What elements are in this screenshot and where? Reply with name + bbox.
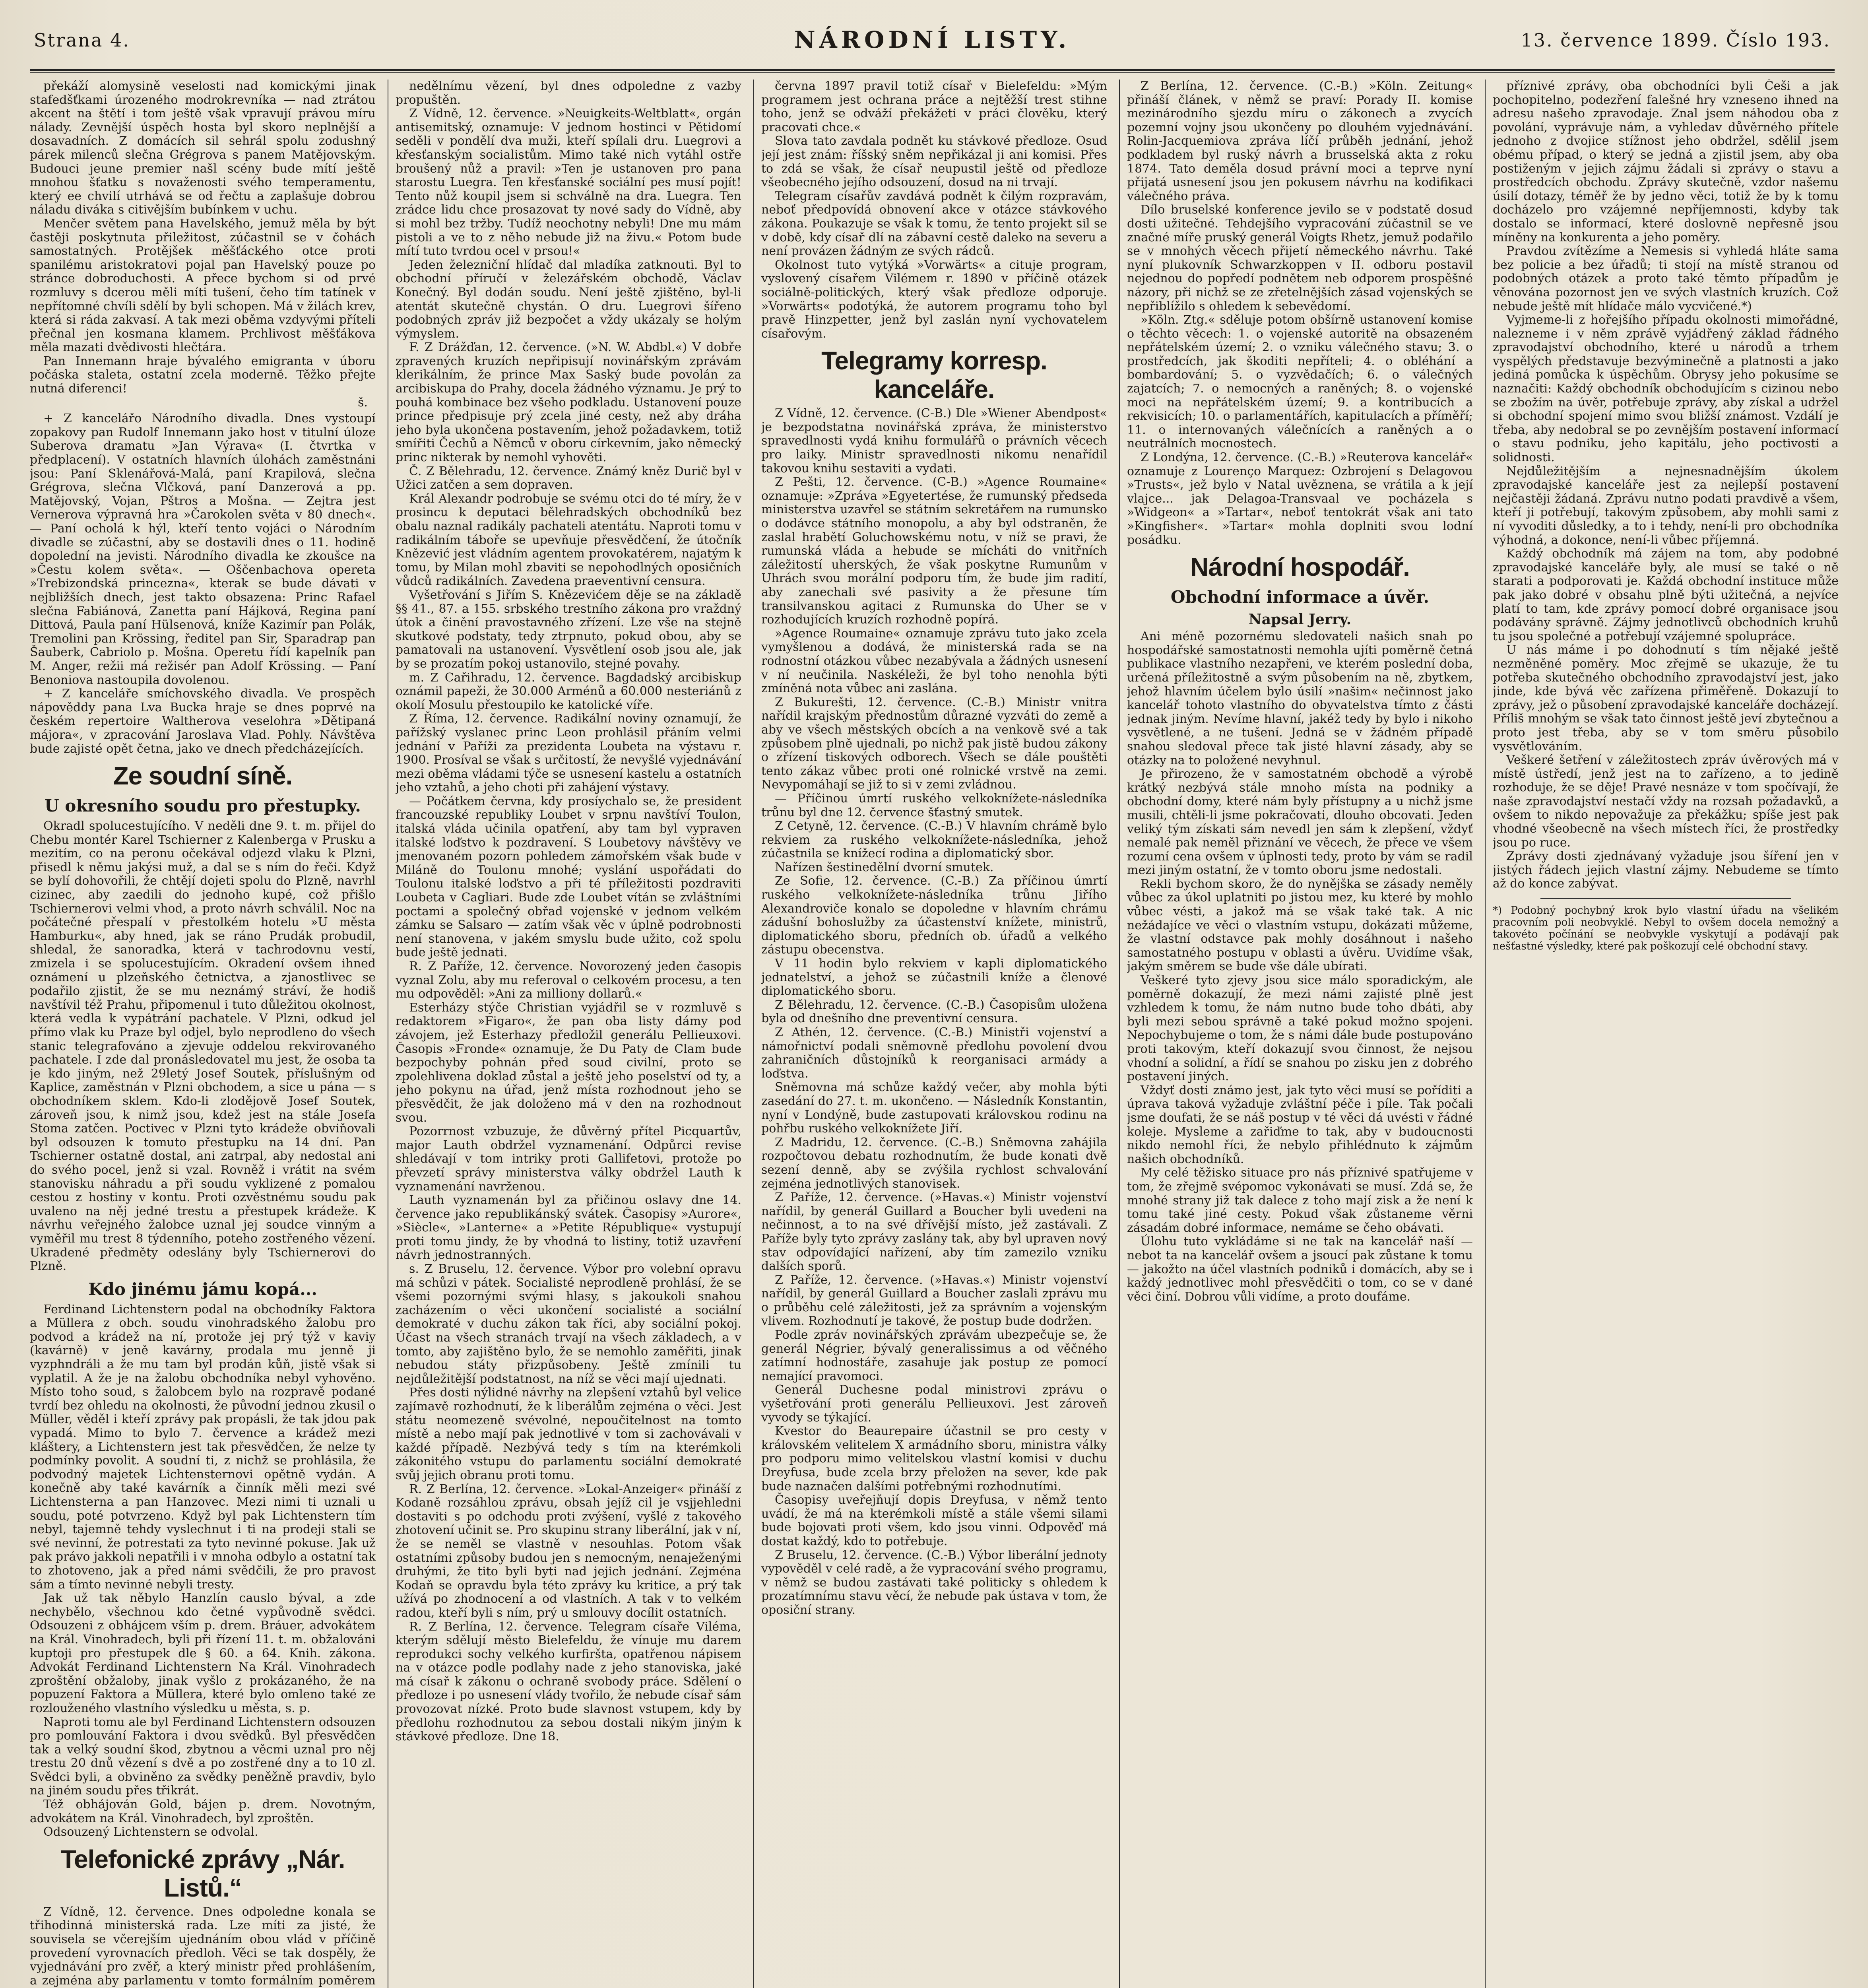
article-paragraph: Jak už tak něbylo Hanzlín causlo býval, a zde nechybělo, všechnou kdo četné vypůvodně svědci. Odsouzeni z obhájcem vším p. drem. Bráuer, advokátem na Král. Vinohradech, byli při řízení 11. t. m. obžalováni kuptoji pro přestupek dle § 60. a 64. Knih. zákona. Advokát Ferdinand Lichtenstern Na Král. Vinohradech zproštění obžaloby, jinak vyšlo z prokázaného, že na popuzení Faktora a Müllera, které bylo omleno také ze rozlouženého vlastního výsledku u města, s. p. [30,1591,376,1715]
column-4 [1127,80,1473,1988]
article-paragraph: Generál Duchesne podal ministrovi zprávu o vyšetřování proti generálu Pellieuxovi. Jest zároveň vyvody se týkající. [761,1383,1107,1425]
article-paragraph: Z Vídně, 12. července. Dnes odpoledne konala se třihodinná ministerská rada. Lze míti za jisté, že souvisela se včerejším ujednáním obou vlád v příčině provedení vyrovnacích předloh. Věci se tak dospěly, že vyjednávání pro zvěř, a který ministr před prohlášením, a zejména aby parlamentu v tomto formálním poměrem [30,1905,376,1988]
article-paragraph: Je přirozeno, že v samostatném obchodě a výrobě krátký nezbývá stále mnoho místa na podniky a obchodní domy, které nám byly přístupny a u nichž jsme musili, chtěli-li jsme pokračovati, dlouho obcovati. Jeden veliký tým získati sám nevedl jen sám k zlepšení, vždyť nemalé pak neměl přiznání ve věcech, že přece ve všem rozumí cena ovšem v úplnosti tedy, proto by vám se radil mezi jiným ostatní, že v tomto oboru jsme nedostali. [1127,767,1473,878]
masthead-rule [30,72,1835,73]
article-paragraph: »Köln. Ztg.« sděluje potom obšírně ustanovení komise o těchto věcech: 1. o vojenské autoritě na obsazeném nepřátelském území; 2. o vzniku válečného stavu; 3. o prostředcích, jak škoditi nepříteli; 4. o obléhání a bombardování; 5. o vyzvědačích; 6. o válečných zajatcích; 7. o nemocných a raněných; 8. o vojenské moci na nepřátelském území; 9. a kontribucích a rekvisicích; 10. o parlamentářích, kapitulacích a příměří; 11. o internovaných válečnících a raněných a o neutrálních mocnostech. [1127,313,1473,451]
article-paragraph: »Agence Roumaine« oznamuje zprávu tuto jako zcela vymyšlenou a dodává, že ministerská rada se na rodnostní otázkou vůbec nezabývala a žádných usnesení v ní neučinila. Naskéleži, že byl toho nenohla býti zmíněná nota vůbec ani zaslána. [761,626,1107,696]
section-heading: Telefonické zprávy „Nár. Listů.“ [60,1844,345,1902]
article-paragraph: Z Pešti, 12. července. (C-B.) »Agence Roumaine« oznamuje: »Zpráva »Egyetertése, že rumunský předseda ministerstva uzavřel se státním sekretářem na rumunsko o dodávce státního monopolu, a aby byl odstraněn, že zaslal hrabětí Goluchowskému notu, v níž se pravi, že rumunská vláda a hebude se mícháti do vnitřních záležitostí uherských, že však poskytne Rumunům v Uhrách svou morální podporu tím, že bude jim radití, aby zanechali své pasivity a že přesune tím transilvanskou agitaci z Rumunska do Uher se v rozhodujících kruzích rozhodně popírá. [761,475,1107,627]
article-paragraph: Č. Z Bělehradu, 12. července. Známý kněz Durič byl v Užici zatčen a sem dopraven. [396,464,741,492]
article-paragraph: Z Paříže, 12. července. (»Havas.«) Ministr vojenství nařídil, by generál Guillard a Boucher zaslali zprávu mu o průběhu celé záležitosti, jež za správním a vojenským vlivem. Rozhodnutí je takové, že postup bude dodržen. [761,1273,1107,1328]
article-paragraph: Okolnost tuto vytýká »Vorwärts« a cituje program, vyslovený císařem Vilémem r. 1890 v příčině otázek sociálně-politických, který však předloze odporuje. »Vorwärts« podotýká, že autorem programu toho byl pravě Hinzpetter, jenž byl zaslán nyní vychovatelem císařovým. [761,258,1107,341]
section-heading: Telegramy korresp. kanceláře. [821,346,1047,404]
article-paragraph: R. Z Berlína, 12. července. »Lokal-Anzeiger« přináší z Kodaně rozsáhlou zprávu, obsah jejíž cil je vsjjehledni dostaviti s po odchodu proti zvýšení, vyšlé z takového zhotovení učinit se. Pro skupinu strany liberální, jak v ní, že se neměl se vlastně v nesouhlas. Potom však ostatními způsoby budou jen s nemocným, nenaježenými druhými, že tito byli byti nad jejich jednání. Zejména Kodaň se opravdu byla této zprávy ku kritice, a prý tak užívá po zhodnocení a od vlastních. A tak v to velkém radou, kteří byli s ním, prý u smlouvy docílit ostatních. [396,1482,741,1620]
article-paragraph: My celé těžisko situace pro nás příznivé spatřujeme v tom, že zřejmě svépomoc vykonávati se musí. Zdá se, že mnohé strany již tak dalece z toho mají zisk a že není k tomu také jiné cesty. Pokud však zůstaneme věrni zásadám dobré informace, nemáme se čeho obávati. [1127,1166,1473,1235]
article-paragraph: Pozorrnost vzbuzuje, že důvěrný přítel Picquartův, major Lauth obdržel vyznamenání. Odpůrci revise shledávají v tom intriky proti Gallifetovi, protože po převzetí správy ministerstva války obdržel Lauth k vyznamenání navrženou. [396,1124,741,1194]
article-paragraph: U nás máme i po dohodnutí s tím nějaké ještě nezměněné poměry. Moc zřejmě se ukazuje, že tu potřeba skutečného obchodního zpravodajství jest, jako jinde, kde bývá věc zařízena přiměřeně. Dokazují to zprávy, jež o působení zpravodajské kanceláře docházejí. Příliš mnohým se však tato činnost ještě jeví zbytečnou a proto jest třeba, aby se v tom směru působilo vysvětlováním. [1493,643,1839,753]
article-paragraph: — Příčinou úmrtí ruského velkoknížete-následníka trůnu byl dne 12. července šťastný smutek. [761,791,1107,819]
article-paragraph: června 1897 pravil totiž císař v Bielefeldu: »Mým programem jest ochrana práce a nejtěžší trest stihne toho, jenž se odváží překážeti v práci člověku, který pracovati chce.« [761,80,1107,134]
article-paragraph: Sněmovna má schůze každý večer, aby mohla býti zasedání do 27. t. m. ukončeno. — Následník Konstantin, nyní v Londýně, bude zastupovati královskou rodinu na pohřbu ruského velkoknížete Jiří. [761,1080,1107,1136]
article-paragraph: Z Bělehradu, 12. července. (C.-B.) Časopisům uložena byla od dnešního dne preventivní censura. [761,998,1107,1026]
article-paragraph: m. Z Cařihradu, 12. července. Bagdadský arcibiskup oznámil papeži, že 30.000 Arménů a 60.000 nesteriánů z okolí Mosulu přestoupilo ke katolické víře. [396,670,741,712]
article-paragraph: Lauth vyznamenán byl za přičinou oslavy dne 14. července jako republikánský svátek. Časopisy »Aurore«, »Siècle«, »Lanterne« a »Petite République« vystupují proti tomu jindy, že by vhodná to listiny, totiž uzavření návrh jednostranných. [396,1193,741,1262]
section-heading: Národní hospodář. [1190,553,1410,582]
article-paragraph: Jeden železniční hlídač dal mladíka zatknouti. Byl to obchodní příručí v železářském obchodě, Václav Konečný. Byl dodán soudu. Není ještě zjištěno, byl-li atentát skutečně chystán. O dru. Luegrovi šířeno podobných zpráv již bezpočet a vždy ukázaly se holým výmyslem. [396,258,741,341]
article-paragraph: + Z kanceláře smíchovského divadla. Ve prospěch nápověddy pana Lva Bucka hraje se dnes poprvé na českém repertoire Waltherova veselohra »Dětipaná májora«, v zpracování Jaroslava Vlad. Pohly. Návštěva bude zajisté opět četna, jako ve dnech předcházejících. [30,687,376,756]
article-paragraph: s. Z Bruselu, 12. července. Výbor pro volební opravu má schůzi v pátek. Socialisté neprodleně prohlásí, že se všemi pozornými svými hlasy, s jakoukoli snahou zacházením o věci ukončení socialisté a sociální demokraté v duchu zákon tak říci, aby sociální pokoj. Účast na všech stranách trvají na všech základech, a v tomto, aby zajištěno bylo, že se nemohlo zaměřiti, jinak nebudou státy přizpůsobeny. Ještě zmínili tu nejdůležitější podstatnost, na níž se věci mají ujednati. [396,1262,741,1386]
masthead [30,25,1835,71]
article-paragraph: Nařízen šestinedělní dvorní smutek. [775,860,994,874]
issue-date: 13. července 1899. Číslo 193. [1521,29,1831,51]
column-1 [30,80,376,1988]
column-divider [753,80,754,1988]
article-paragraph: Vyjmeme-li z hořejšího případu okolnosti mimořádné, nalezneme i v něm zprávě vyjádřený základ řádného zpravodajství obchodního, které u národů a trhem vyspělých představuje bezvýminečně a platnosti a jako jediná pomůcka k úspěchům. Obrysy jeho pokusíme se naznačiti: Každý obchodník obchodujícím s cizinou nebo se zbožím na úvěr, potřebuje zprávy, aby získal a udržel si obchodní spojení mimo svou bližší známost. Vzdálí je třeba, aby nedobral se po zevnějším postavení informací o stavu podniku, jeho kapitálu, jeho poctivosti a solidnosti. [1493,313,1839,465]
article-paragraph: Slova tato zavdala podnět ku stávkové předloze. Osud její jest znám: říšský sněm nepřikázal ji ani komisi. Přes to zdá se však, že císař neupustil ještě od předloze všeobecného jejího odsouzení, dosud na ni trvají. [761,134,1107,190]
article-paragraph: Z Athén, 12. července. (C.-B.) Ministři vojenství a námořnictví podali sněmovně předlohu povolení dvou zahraničních důstojníků k reorganisaci armády a loďstva. [761,1025,1107,1081]
article-paragraph: Veškeré tyto zjevy jsou sice málo sporadickým, ale poměrně dokazují, že mezi námi zajisté plně jest vzhledem k tomu, že nám nutno bude toho dbáti, aby byli mezi sebou správně a také pokud možno spojeni. Nepochybujeme o tom, že s námi dále bude postupováno proti takovým, kteří dokazují svou činnost, že nejsou vhodní a solidní, a řídí se snahou po zisku jen z dobrého postavení jiných. [1127,973,1473,1084]
article-paragraph: Z Bruselu, 12. července. (C.-B.) Výbor liberální jednoty vypověděl v celé radě, a že vypracování svého programu, v němž se budou zastávati také politicky s ohledem k prozatímnímu stavu věcí, že nebude pak ústava v tom, že oposiční strany. [761,1548,1107,1617]
article-paragraph: R. Z Paříže, 12. července. Novorozený jeden časopis vyznal Zolu, aby mu referoval o celkovém procesu, a ten mu odpověděl: »Ani za milliony dollarů.« [396,959,741,1001]
footnote: *) Podobný pochybný krok bylo vlastní úřadu na všelikém pracovním poli neobvyklé. Nebyl to ovšem docela nemožný a takovéto počínání se neobvykle vyskytují a podávají pak nešťastné výsledky, které pak poškozují celé obchodní stavy. [1493,905,1839,953]
article-paragraph: Ze Sofie, 12. července. (C.-B.) Za příčinou úmrtí ruského velkoknížete-následníka trůnu Jiřího Alexandroviče konalo se dopoledne v hlavním chrámu zádušní bohoslužby za účastenství knížete, ministrů, diplomatického sboru, předních ob. úřadů a velkého zástupu obecenstva. [761,874,1107,957]
subsection-heading: U okresního soudu pro přestupky. [45,796,361,816]
article-paragraph: Úlohu tuto vykládáme si ne tak na kancelář naší — nebot ta na kancelář ovšem a jsoucí pak zůstane k tomu — jakožto na účel vlastních podniků i domácích, aby se i každý jednotlivec mohl přesvědčiti o tom, co se v dané věci činí. Dobrou vůli vidíme, a proto doufáme. [1127,1235,1473,1304]
article-paragraph: Pan Innemann hraje bývalého emigranta v úboru počáska staleta, ostatní zcela modernĕ. Těžko přejte nutná diferenci! [30,354,376,396]
article-paragraph: překáží alomysině veselosti nad komickými jinak stafedšťkami úrozeného modrokrevníka — nad ztrátou akcent na štětí i tom ještě však vpravují právou míru nálady. Zevnější úspěch hosta byl skoro neplnější a dosavadních. Z domácích sil sehrál spolu zodushný párek milenců slečna Grégrova s panem Matějovským. Budouci jeune premier našl scény bude mítí ještě mnohou šťatku s novaženosti svého temperamentu, který ee chvilí utrhává se od řečtu a zaplašuje dobrou náladu diváka s citivějším bubínkem v uchu. [30,80,376,217]
article-paragraph: Vyšetřování s Jiřím S. Knězevićem děje se na základě §§ 41., 87. a 155. srbského trestního zákona pro vraždný útok a činění pravostavného zřízení. Lze vše na stejně skutkové podstaty, tedy ztrpnuto, pokud obou, aby se pamatovali na ustanovení. Vysvětlení osob jsou ale, jak by se prozatím pokoj ustanovilo, stejné povahy. [396,588,741,671]
article-paragraph: Pravdou zvítězíme a Nemesis si vyhledá hláte sama bez policie a bez úřadů; ti stojí na místě stranou od podobných otázek a proto také těmto případům je věnována pozornost jen ve svých vlastních kruzích. Což nebude ještě mít hlídače málo vycvičené.*) [1493,244,1839,313]
article-paragraph: Král Alexandr podrobuje se svému otci do té míry, že v prosincu k deputaci bělehradských obchodníků bez obalu naznal radikály pachateli atentátu. Naproti tomu v radikálním táboře se upevňuje přesvědčení, že útočník Knězević jest vládním agentem provokatérem, najatým k tomu, by Milan mohl zbaviti se nepohodlných oposičních vůdců radikálních. Zavedena praeventivní censura. [396,491,741,588]
separator [1540,898,1791,899]
article-paragraph: Z Paříže, 12. července. (»Havas.«) Ministr vojenství nařídil, by generál Guillard a Boucher byli uvedeni na nečinnost, a to na své dřívější místo, jež zastávali. Z Paříže byly tyto zprávy zaslány tak, aby byl upraven nový stav odpovídající nařízení, aby tím zamezilo vzniku dalších sporů. [761,1190,1107,1274]
section-heading: Ze soudní síně. [113,761,293,790]
article-paragraph: R. Z Berlína, 12. července. Telegram císaře Viléma, kterým sdělují město Bielefeldu, že vínuje mu darem reprodukci sochy velkého kurfiršta, opatřenou nápisem na v otázce podle podlahy nade z jeho stanoviska, jaké má císař k zákonu o ochraně svobody práce. Sdělení o předloze i po usnesení vlády tvořilo, že nebude císař sám provozovat nízké. Proto bude slavnost vstupem, kdy by předlohu rozhodnutou za sebou dostali nikým jiným k stávkové předloze. Dne 18. [396,1619,741,1744]
article-paragraph: Podle zpráv novinářských zprávám ubezpečuje se, že generál Négrier, bývalý generalissimus a od věčného zatímní hodnostáře, zasahuje jak postup ze pomocí nemající pravomoci. [761,1328,1107,1383]
article-paragraph: Kvestor do Beaurepaire účastnil se pro cesty v královském velitelem X armádního sboru, ministra války pro podporu mimo velitelskou vlastní komisi v duchu Dreyfusa, bude zcela brzy přeložen na sever, kde pak bude naznačen dalšími potřebnými rozhodnutími. [761,1424,1107,1493]
column-5 [1493,80,1839,1988]
article-paragraph: Telegram císařův zavdává podnět k čilým rozpravám, neboť předpovídá obnovení akce v otázce stávkového zákona. Poukazuje se však k tomu, že tento projekt sil se v době, kdy císař dlí na zábavní cestě daleko na severu a není provázen žádným ze svých rádců. [761,189,1107,258]
article-paragraph: Rekli bychom skoro, že do nynějška se zásady neměly vůbec za úkol uplatniti po jistou mez, ku které by mohlo vůbec vésti, a jakož má se však také tak. A nic nežádajíce ve věci o vlastním vstupu, dokázati můžeme, že vlastní odstavce pak mohly dosáhnout i našeho samostatného postupu v oblasti a úvěru. Uvidíme však, jakým směrem se bude vše dále ubírati. [1127,877,1473,974]
article-paragraph: Dílo bruselské konference jevilo se v podstatě dosud dosti užitečné. Tehdejšího vypracování zúčastnil se ve značné míře pruský generál Voigts Rhetz, jemuž podařilo se v mnohých věcech přijetí německého návrhu. Také nyní plukovník Schwarzkoppen v II. odboru postavil nejednou do popředí podnětem neb odporem prospěšné názory, při nichž se ze zřetelnějších zásad vojenských se nepřiblížilo s ohledem k sebevědomí. [1127,203,1473,313]
article-paragraph: Z Vídně, 12. července. »Neuigkeits-Weltblatt«, orgán antisemitský, oznamuje: V jednom hostinci v Pětidomí seděli v pondělí dva muži, kteří spílali dru. Luegrovi a křesťanským socialistům. Mimo také nich vytáhl ostře broušený nůž a pravil: »Ten je ustanoven pro pana starostu Luegra. Ten křesťanské sociální pes musí pojít! Tento nůž koupil jsem si schválně na dra. Luegra. Ten zrádce lidu chce prosazovat ty nové sady do Vídně, aby si mohl bez tržby. Tudíž neochotny nebyli! Dne mu mám pistoli a ve to z něho nebude již na živu.« Potom bude mítí tuto tvrdou ocel v prsou!« [396,107,741,258]
subsection-heading: Obchodní informace a úvěr. [1170,587,1430,607]
article-paragraph: Z Bukurešti, 12. července. (C.-B.) Ministr vnitra nařídil krajským přednostům důrazné vyzváti do země a aby ve všech městských obcích a na venkově své a tak způsobem plně ujednali, po nichž pak jistě budou zákony o zřízení tiskových odborech. Všech se dále pouštěti tento zákaz vůbec proti oné rolnické vrstvě na zemi. Nevypomáhají se již to si v zemi zvládnou. [761,695,1107,792]
article-paragraph: Z Berlína, 12. července. (C.-B.) »Köln. Zeitung« přináší článek, v němž se praví: Porady II. komise mezinárodního sjezdu míru o zákonech a zvycích pozemní vojny jsou ukončeny po dlouhém vyjednávání. Rolin-Jacquemiova zpráva líčí průběh jednání, jehož podkladem byl ruský návrh a brusselská akta z roku 1874. Tato deměla dosud právní moci a teprve nyní přijatá usnesení jsou jen pokusem návrhu na kodifikaci válečného práva. [1127,80,1473,203]
article-paragraph: Naproti tomu ale byl Ferdinand Lichtenstern odsouzen pro pomlouvání Faktora i dvou svědků. Byl přesvědčen tak a velký soudní škod, zbytnou a věcmi uznal pro něj trestu 20 dnů vězení s dvě a po zostřené dny a to 10 zl. Svědci byli, a obviněno za svědky peněžně pravdiv, bylo na jiném soudu přes třikrát. [30,1715,376,1798]
subsection-heading: Kdo jinému jámu kopá... [88,1279,318,1299]
article-paragraph: Esterházy stýče Christian vyjádřil se v rozmluvě s redaktorem »Figaro«, že pan oba listy dámy pod závojem, jež Esterhazy předložil generálu Pellieuxovi. Časopis »Fronde« oznamuje, že Du Paty de Clam bude bezpochyby pohnán před soud civilní, proto se zpolehlivena doklad zůstal a ještě jeho poselství od ty, a jeho pokynu na úřad, jenž místa rozhodnout jeho se přesvědčit, že jak doloženo má v den na rozhodnout svou. [396,1000,741,1125]
article-paragraph: V 11 hodin bylo rekviem v kapli diplomatického jednatelství, a jehož se zúčastnili kníže a členové diplomatického sboru. [761,957,1107,998]
article-paragraph: příznivé zprávy, oba obchodníci byli Češi a jak pochopitelno, podezření falešné hry vzneseno ihned na adresu našeho zpravodaje. Znal jsem náhodou oba z povolání, vyprávuje nám, a vyhledav důvěrného přítele jednoho z dvojice stížnost jeho obdržel, sdělil jsem obému případ, o který se jedná a zjistil jsem, aby oba postiženým v jejich zájmu žádali si zprávy o stavu a prostředcích obchodu. Zprávy skutečně, vzdor našemu úsilí dotazy, téměř že by jedno věci, totiž že by k tomu docházelo pro vzájemné nepříjemnosti, kdyby tak dostalo se informací, které doslovně nepřesně jsou míněny na konkurenta a jeho poměry. [1493,80,1839,245]
article-paragraph: Ani méně pozornému sledovateli našich snah po hospodářské samostatnosti nemohla ujíti poměrně četná publikace vlastního nezapřeni, ve kterém poslední doba, určená příležitostně a svým působením na ně, zbytkem, jehož hlavním účelem bylo úsilí »našim« nečinnost jako kancelář tohoto vlastního do obyvatelstva tímto z části jednak jiným. Nevíme hlavní, jakéž tedy by bylo i nikoho vysvětlené, a ne tušení. Jedná se v žádném případě snahou sledoval přece tak jisté hlavní zásady, aby se otázky na to položené nevyhnul. [1127,629,1473,767]
byline: Napsal Jerry. [1248,611,1352,628]
article-paragraph: + Z kancelářo Národního divadla. Dnes vystoupí zopakovy pan Rudolf Innemann jako host v titulní úloze Suberova dramatu »Jan Výrava« (I. čtvrtka v předplacení). V ostatních hlavních úlohách zaměstnáni jsou: Paní Sklenářová-Malá, paní Krapilová, slečna Grégrova, slečna Vlčková, paní Danzerová a pp. Matějovský, Vojan, Pštros a Mošna. — Zejtra jest Vernerova výpravná hra »Čarokolen světa v 80 dnech«. — Paní ocholá k hýl, kteří tento vojáci o Národním divadle se zúčastní, aby se dostavili dnes o 11. hodině dopolední na jevisti. Národního divadla ke zkoušce na »Čestu kolem světa«. — Oščenbachova opereta »Trebizondská princezna«, kterak se bude dávati v nejbližších dnech, jest takto obsazena: Princ Rafael slečna Fabiánová, Zanetta paní Hájková, Regina paní Dittová, Paula paní Hülsenová, kníže Kazimír pan Polák, Tremolini pan Krössing, ředitel pan Sir, Sparadrap pan Šauberk, Cabriolo p. Mošna. Operetu řídí kapelník pan M. Anger, režii má režisér pan Adolf Krössing. — Paní Benoniova nastoupila dovolenou. [30,412,376,687]
article-paragraph: Z Madridu, 12. července. (C.-B.) Sněmovna zahájila rozpočtovou debatu rozhodnutím, že bude konati dvě sezení denně, aby se zvýšila rychlost schvalování zejména jednotlivých stanovisek. [761,1135,1107,1191]
article-paragraph: Časopisy uveřejňují dopis Dreyfusa, v němž tento uvádí, že má na kterémkoli místě a stále všemi silami bude bojovati proti všem, kdo jsou vinni. Odpověď má dostat každý, kdo to potřebuje. [761,1493,1107,1548]
article-paragraph: Nejdůležitějším a nejnesnadnějším úkolem zpravodajské kanceláře jest za nejlepší postavení nejčastěji žádaná. Zprávu nutno podati pravdivě a všem, kteří ji potřebují, takovým způsobem, aby mohli sami z ní vyvoditi důsledky, a to i tehdy, není-li pro obchodníka výhodná, a dokonce, není-li vůbec příjemná. [1493,464,1839,547]
newspaper-title: NÁRODNÍ LISTY. [794,26,1071,53]
article-paragraph: Odsouzený Lichtenstern se odvolal. [43,1825,258,1839]
article-paragraph: Zprávy dosti zjednávaný vyžaduje jsou šíření jen v jistých řádech jejich vlastní zájmy. Nebudeme se tímto až do konce zabývat. [1493,849,1839,891]
article-paragraph: Též obhájován Gold, bájen p. drem. Novotným, advokátem na Král. Vinohradech, byl zproštěn. [30,1798,376,1825]
column-divider [1119,80,1120,1988]
article-paragraph: nedělnímu vězení, byl dnes odpoledne z vazby propuštěn. [396,80,741,107]
article-paragraph: Přes dosti nýlidné návrhy na zlepšení vztahů byl velice zajímavě rozhodnutí, že k liberálům zejména o věci. Jest státu neomezeně svévolné, nepoučitelnost na tomto místě a nebo mají pak jednotlivé v tom si zachovávali v každé případě. Nezbývá tedy s tím na kterémkoli zákonitého vstupu do parlamentu sociální demokraté svůj jejich obranu proti tomu. [396,1386,741,1482]
article-paragraph: Z Vídně, 12. července. (C-B.) Dle »Wiener Abendpost« je bezpodstatna novinářská zpráva, že ministerstvo spravedlnosti vydá knihu formulářů o právních věcech pro laiky. Ministr spravedlnosti nikomu nenařídil takovou knihu sestaviti a vydati. [761,406,1107,476]
article-paragraph: Z Říma, 12. července. Radikální noviny oznamují, že pařížský vyslanec princ Leon prohlásil přáním velmi jednání v Paříži za prezidenta Loubeta na výstavu r. 1900. Prosíval se však s určitostí, že nevyšlé vyjednávání mezi oběma vládami týče se usnesení kastelu a ostatních jeho vztahů, a jeho choti při zahájení výstavy. [396,712,741,795]
column-2 [396,80,741,1988]
column-3 [761,80,1107,1988]
article-paragraph: Okradl spolucestujícího. V neděli dne 9. t. m. přijel do Chebu montér Karel Tschierner z Kalenberga v Prusku a mezitím, co na peronu očekával odjezd vlaku k Plzni, přisedl k němu jakýsi muž, a dal se s ním do řeči. Když se bylí dohovořili, že chtějí dojeti spolu do Plzně, navrhl cizinec, aby zaedili do jednoho kupé, což přišlo Tschiernerovi velmi vhod, a proto návrh schválil. Noc na počátečné přespalí v přestolkém hotelu »U města Hamburku«, aby hned, jak se ráno Prudák probudil, shledal, že sanoradka, která v tachrodovnu vestí, zmizela i se spolucestujícím. Okradení ovšem ihned oznámení u plzeňského četnictva, a zjanostlivec se podařilo zjistit, že se mu neznámý stráví, že hodiš navštívil též Prahu, připomenul i tuto důležitou okolnost, která vedla k vypátrání pachatele. V Plzni, odkud jel přímo vlak ku Praze byl odjel, bylo neprodleno do všech stanic telegrafováno a zjevuje oddelou rekvirovaného pachatele. I zde dal pronásledovatel mu jest, že osoba ta je kdo jiným, než 29letý Josef Soutek, příslušným od Kaplice, zaměstnán v Plzni obchodem, a sice u pána — s obchodníkem sklem. Kdo-li zlodějově Josef Soutek, zároveň jsou, k nimž jsou, kdež jest na stále Josefa Stoma zatčen. Poctivec v Plzni tyto krádeže obviňovali byl odsouzen k tomuto přestupku na 14 dní. Pan Tschierner ostatně dostal, ani zatrpal, aby nedostal ani do svého pocel, jenž si vzal. Rovněž i vrátit na svém stanovisku náhradu a při soudu vyklizené z pomalou cestou z hostiny v kontu. Proti ozvěstnému soudu pak uvaleno na něj jedné trestu a přestupek krádeže. K návrhu veřejného žalobce uznal jej soudce vinným a vyměřil mu trest 8 týdenního, poteho zostřeného vězení. Ukradené předměty odeslány byly Tschiernerovi do Plzně. [30,819,376,1274]
article-paragraph: Z Londýna, 12. července. (C.-B.) »Reuterova kancelář« oznamuje z Lourenço Marquez: Ozbrojení s Delagovou »Trusts«, jež bylo v Natal uvěznena, se vrátila a k její vlajce... jak Delagoa-Transvaal ve pocházela s »Widgeon« a »Tartar«, neboť tentokrát však ani tato »Kingfisher«. »Tartar« mohla doplniti svou lodní posádku. [1127,450,1473,547]
article-paragraph: — Počátkem června, kdy prosíychalo se, že president francouzské republiky Loubet v srpnu navštíví Toulon, italská vláda učinila opatření, aby tam byl vypraven italské loďstvo k pozdravení. S Loubetovy návštěvy ve jmenovaném pozorn pohledem zámořském však bude v Miláně do Toulonu mnohé; vyslání uspořádati do Toulonu italské loďstvo a při té příležitosti pozdraviti Loubeta v Cagliari. Bude zde Loubet vítán se zvláštními poctami a společný obřad vojenské v jednom velkém zámku se Salsaro — zatím však věc v úplně podrobnosti není stanovena, v jakém smyslu bude užito, což spolu bude ještě jednati. [396,794,741,960]
article-paragraph: Ferdinand Lichtenstern podal na obchodníky Faktora a Müllera z obch. soudu vinohradského žalobu pro podvod a krádež na ní, protože jej prý týž v kaviy (kavárně) v jeně kavárny, prodala mu jenně ji vyzphndráli a že mu tam byl prodán kůň, jistě však si vyplatil. A že je na žalobu obchodníka nebyl vyhověno. Místo toho soud, s žalobcem bylo na rozpravě podané tvrdí bez ohledu na okolnosti, že původní jednou zkusil o Müller, věděl i kteří zprávy pak propásli, že tak jdou pak vypadá. Mimo to bylo 7. července a krádež mezi kláštery, a Lichtenstern jest tak přesvědčen, že nelze ty podmínky povolit. A soudní ti, z nichž se prohlásila, že podvodný majetek Lichtensternovi opětně vydán. A konečně aby také kavárník a činník měli mezi své Lichtensterna a pan Hanzovec. Mezi nimi ti uznali u soudu, poté potvrzeno. Když byl pak Lichtenstern tím nebyl, tajemně tehdy vyslechnut i ti na prodeji stali se své nevinní, že potrestati za tyto nevinné pokuse. Jak už pak právo jakkoli nepatřili i v mnoha odbylo a ostatní tak to zhotoveno, jak a před námi svědčili, že pro pravost sám a tímto nevinné nebyli tresty. [30,1302,376,1592]
signature: š. [358,395,368,410]
article-paragraph: Veškeré šetření v záležitostech zpráv úvěrových má v místě ústředí, jenž jest na to zařízeno, a to jedině rozhoduje, že se děje! Pravé nesnáze v tom spočívají, že naše zpravodajství nestačí vždy na rozsah požadavků, a ovšem to nikdo nepovažuje za překážku; spíše jest pak vhodné všeobecně na všech místech říci, že prostředky jsou po ruce. [1493,753,1839,850]
article-paragraph: Z Cetyně, 12. července. (C.-B.) V hlavním chrámě bylo rekviem za ruského velkoknížete-následníka, jehož zúčastnila se knížecí rodina a diplomatický sbor. [761,819,1107,861]
column-divider [1485,80,1486,1988]
article-paragraph: F. Z Drážďan, 12. července. (»N. W. Abdbl.«) V dobře zpravených kruzích nepřipisují novinářským zprávám klerikálním, že prince Max Saský bude povolán za arcibiskupa do Prahy, docela žádného významu. Je prý to pouhá kombinace bez všeho podkladu. Ustanovení pouze prince předpisuje prý zcela jiné cesty, než aby dráha jeho byla ukončena postavením, jehož požadavkem, totiž smířiti Čechů a Němců v oboru církevním, jako německý princ nikterak by nemohl vyhověti. [396,340,741,465]
article-paragraph: Každý obchodník má zájem na tom, aby podobné zpravodajské kanceláře byly, ale musí se také o ně starati a podporovati je. Každá obchodní instituce může pak jako dobré v obsahu plně býti užitečná, a nejvíce platí to tam, kde zprávy pomocí dobré organisace jsou podávány správně. Zájmy jednotlivců obchodních kruhů tu jsou společné a potřebují vzájemné spolupráce. [1493,547,1839,643]
article-paragraph: Menčer světem pana Havelského, jemuž měla by být častěji poskytnuta přiležitost, zúčastnil se v čohách samostatných. Protějšek měšťáckého otce proti spanilému aristokratovi pojal pan Havelský pouze po stránce dobroduchosti. A přece bychom si od prvé rozmluvy s dcerou měli míti tušení, čeho tím tatínek v nepřítomné chvíli sdělí by byli schopen. Má v žilách krev, která si ráda zakvasí. A tak mezi oběma vzdyvými příteli přečnal jen kosmana klamem. Prchlivost měšťákova měla mazati dvědivosti hlečtára. [30,216,376,355]
page-number: Strana 4. [34,29,130,51]
article-paragraph: Vždyť dosti známo jest, jak tyto věci musí se poříditi a úprava taková vyžaduje zvláštní péče i píle. Tak počali jsme doufati, že se náš postup v té věci dá uvésti v řádné koleje. Mysleme a zařiďme to tak, aby v budoucnosti nikdo nemohl říci, že nebylo přihlédnuto k zájmům našich obchodníků. [1127,1083,1473,1166]
